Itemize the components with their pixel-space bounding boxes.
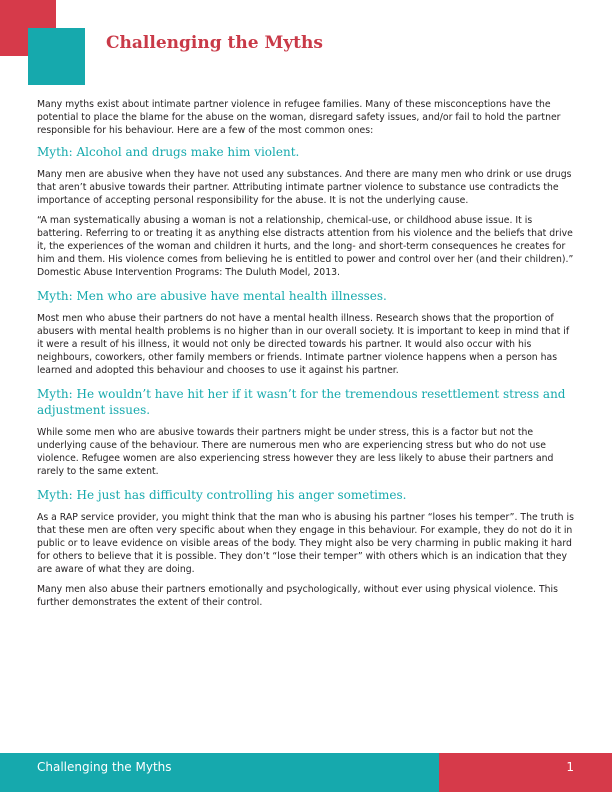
document-body bbox=[37, 98, 578, 616]
footer-title: Challenging the Myths bbox=[37, 760, 172, 774]
myth-heading-anger: Myth: He just has difficulty controlling his anger sometimes. bbox=[37, 488, 407, 502]
myth-mental-health-paragraph: Most men who abuse their partners do not have a mental health illness. Research shows that the proportion of abusers with mental health problems is no higher than in our overall society. It is important to keep in mind that if it were a result of his illness, it would not only be directed towards his partner. It would also occur with his neighbours, coworkers, other family members or friends. Intimate partner violence happens when a person has learned and adopted this behaviour and chooses to use it against his partner. bbox=[37, 313, 570, 376]
myth-alcohol-quote: “A man systematically abusing a woman is not a relationship, chemical-use, or childhood abuse issue. It is battering. Referring to or treating it as anything else distracts attention from his violence and the beliefs that drive it, the experiences of the woman and children it hurts, and the long- and short-term consequences he creates for him and them. His violence comes from believing he is entitled to power and control over her (and their children).” Domestic Abuse Intervention Programs: The Duluth Model, 2013. bbox=[37, 215, 574, 278]
myth-anger-paragraph-1: As a RAP service provider, you might think that the man who is abusing his partner “loses his temper”. The truth is that these men are often very specific about when they engage in this behaviour. For example, they do not do it in public or to leave evidence on visible areas of the body. They might also be very charming in public making it hard for others to believe that it is possible. They don’t “lose their temper” with others which is an indication that they are aware of what they are doing. bbox=[37, 512, 574, 575]
myth-anger-paragraph-2: Many men also abuse their partners emotionally and psychologically, without ever using physical violence. This further demonstrates the extent of their control. bbox=[37, 584, 558, 608]
myth-alcohol-paragraph-1: Many men are abusive when they have not used any substances. And there are many men who drink or use drugs that aren’t abusive towards their partner. Attributing intimate partner violence to substance use contradicts the importance of accepting personal responsibility for the abuse. It is not the underlying cause. bbox=[37, 169, 572, 206]
myth-heading-mental-health: Myth: Men who are abusive have mental health illnesses. bbox=[37, 289, 387, 303]
page-number: 1 bbox=[566, 760, 574, 774]
page-title: Challenging the Myths bbox=[106, 33, 323, 53]
myth-stress-paragraph: While some men who are abusive towards their partners might be under stress, this is a factor but not the underlying cause of the behaviour. There are numerous men who are experiencing stress but who do not use violence. Refugee women are also experiencing stress however they are less likely to abuse their partners and rarely to the same extent. bbox=[37, 427, 554, 477]
myth-heading-alcohol: Myth: Alcohol and drugs make him violent. bbox=[37, 145, 300, 159]
myth-heading-stress: Myth: He wouldn’t have hit her if it wasn’t for the tremendous resettlement stress and adjustment issues. bbox=[37, 387, 566, 417]
corner-decoration-teal bbox=[28, 28, 85, 85]
intro-paragraph: Many myths exist about intimate partner violence in refugee families. Many of these misconceptions have the potential to place the blame for the abuse on the woman, disregard safety issues, and/or fail to hold the partner responsible for his behaviour. Here are a few of the most common ones: bbox=[37, 99, 561, 136]
footer-bar-red bbox=[439, 753, 612, 792]
